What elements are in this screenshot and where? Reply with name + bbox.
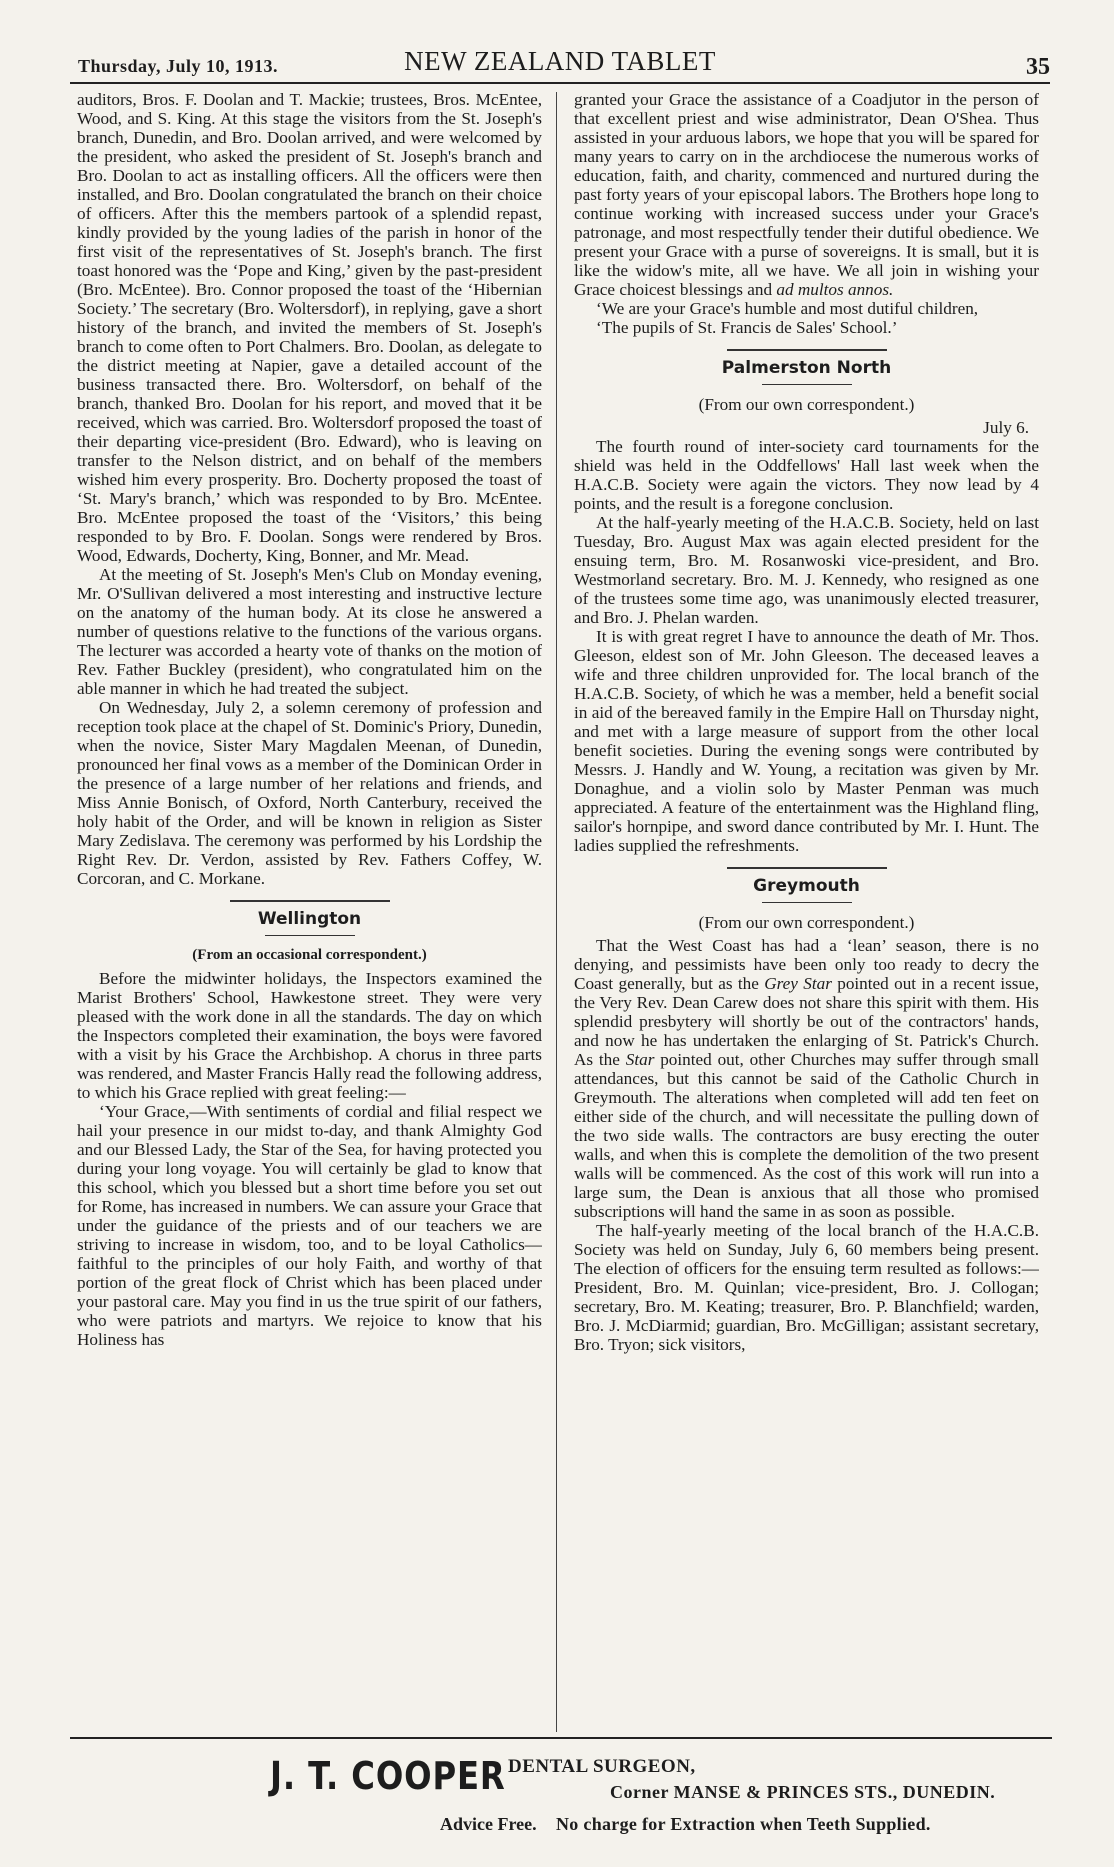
- dateline: July 6.: [983, 418, 1029, 437]
- latin-phrase: ad multos annos.: [776, 280, 894, 299]
- section-rule: [762, 902, 852, 903]
- issue-date: Thursday, July 10, 1913.: [78, 56, 279, 76]
- paragraph: ‘Your Grace,—With sentiments of cordial and filial respect we hail your presence in our midst to-day, and thank Almighty God and our Blessed Lady, the Star of the Sea, for having protected you during your long voyage. You will certainly be glad to know that this school, which you blessed but a short time before you set out for Rome, has increased in numbers. We can assure your Grace that under the guidance of the priests and of our teachers we are striving to increase in wisdom, too, and to be loyal Catholics—faithful to the principles of our holy Faith, and worthy of that portion of the great flock of Christ which has been placed under your pastoral care. May you find in us the true spirit of our fathers, who were patriots and martyrs. We rejoice to know that his Holiness has: [77, 1102, 542, 1349]
- paragraph-text: That the West Coast has had a ‘lean’ season, there is no denying, and pessimists have been only too ready to decry the Coast generally, but as the: [574, 936, 1039, 993]
- section-rule: [727, 867, 887, 869]
- paragraph: [574, 936, 1039, 1221]
- page-number: 35: [1026, 54, 1050, 80]
- signature-line: ‘The pupils of St. Francis de Sales' School.’: [596, 318, 898, 337]
- paragraph: On Wednesday, July 2, a solemn ceremony of profession and reception took place at the chapel of St. Dominic's Priory, Dunedin, when the novice, Sister Mary Magdalen Meenan, of Dunedin, pronounced her final vows as a member of the Dominican Order in the presence of a large number of her relations and friends, and Miss Annie Bonisch, of Oxford, North Canterbury, received the holy habit of the Order, and will be known in religion as Sister Mary Zedislava. The ceremony was performed by his Lordship the Right Rev. Dr. Verdon, assisted by Rev. Fathers Coffey, W. Corcoran, and C. Morkane.: [77, 698, 542, 888]
- right-column: [574, 90, 1039, 1730]
- paragraph-text: pointed out, other Churches may suffer through small attendances, but this cannot be said of the Catholic Church in Greymouth. The alterations when completed will add ten feet on either side of the church, and will necessitate the pulling down of the two side walls. The contractors are busy erecting the outer walls, and when this is complete the demolition of the two present walls will be commenced. As the cost of this work will run into a large sum, the Dean is anxious that all those who promised subscriptions will hand the same in as soon as possible.: [574, 1050, 1039, 1221]
- section-heading-greymouth: Greymouth: [753, 876, 860, 896]
- left-column: [77, 90, 542, 1730]
- advertiser-address: Corner MANSE & PRINCES STS., DUNEDIN.: [610, 1782, 996, 1802]
- paragraph: It is with great regret I have to announce the death of Mr. Thos. Gleeson, eldest son of Mr. John Gleeson. The deceased leaves a wife and three children unprovided for. The local branch of the H.A.C.B. Society, of which he was a member, held a benefit social in aid of the bereaved family in the Empire Hall on Thursday night, and met with a large measure of support from the other local benefit societies. During the evening songs were contributed by Messrs. J. Handly and W. Young, a recitation was given by Mr. Donaghue, and a violin solo by Master Penman was much appreciated. A feature of the entertainment was the Highland fling, sailor's hornpipe, and sword dance contributed by Mr. I. Hunt. The ladies supplied the refreshments.: [574, 627, 1039, 855]
- advertisement-rule: [70, 1737, 1052, 1739]
- extraction-note: No charge for Extraction when Teeth Supplied.: [556, 1814, 931, 1834]
- correspondent-note: (From our own correspondent.): [698, 913, 915, 932]
- paragraph: [574, 90, 1039, 299]
- column-divider: [556, 92, 557, 1732]
- section-rule: [762, 384, 852, 385]
- paragraph: The fourth round of inter-society card tournaments for the shield was held in the Oddfellows' Hall last week when the H.A.C.B. Society were again the victors. They now lead by 4 points, and the result is a foregone conclusion.: [574, 437, 1039, 513]
- section-heading-wellington: Wellington: [257, 909, 362, 929]
- advertiser-name: J. T. COOPER: [270, 1754, 506, 1798]
- paragraph: At the half-yearly meeting of the H.A.C.B. Society, held on last Tuesday, Bro. August Max was again elected president for the ensuing term, Bro. M. Rosanwoski vice-president, and Bro. Westmorland secretary. Bro. M. J. Kennedy, who resigned as one of the trustees some time ago, was unanimously elected treasurer, and Bro. J. Phelan warden.: [574, 513, 1039, 627]
- section-rule: [727, 349, 887, 351]
- paragraph: Before the midwinter holidays, the Inspectors examined the Marist Brothers' School, Hawkestone street. They were very pleased with the work done in all the standards. The day on which the Inspectors completed their examination, the boys were favored with a visit by his Grace the Archbishop. A chorus in three parts was rendered, and Master Francis Hally read the following address, to which his Grace replied with great feeling:—: [77, 969, 542, 1102]
- section-rule: [230, 900, 390, 902]
- newspaper-name: Star: [625, 1050, 655, 1069]
- masthead: [70, 44, 1050, 84]
- correspondent-note: (From our own correspondent.): [698, 395, 915, 414]
- paragraph: ‘We are your Grace's humble and most dutiful children,: [596, 299, 979, 318]
- newspaper-title: NEW ZEALAND TABLET: [404, 46, 716, 76]
- advertisement: [70, 1742, 1052, 1852]
- section-rule: [265, 935, 355, 936]
- paragraph-text: pointed out in a recent issue, the Very Rev. Dean Carew does not share this spirit with them. His splendid presbytery will shortly be out of the contractors' hands, and now he has undertaken the enlarging of St. Patrick's Church. As the: [574, 974, 1039, 1069]
- newspaper-name: Grey Star: [764, 974, 832, 993]
- paragraph: The half-yearly meeting of the local branch of the H.A.C.B. Society was held on Sunday, July 6, 60 members being present. The election of officers for the ensuing term resulted as follows:—President, Bro. M. Quinlan; vice-president, Bro. J. Collogan; secretary, Bro. M. Keating; treasurer, Bro. P. Blanchfield; warden, Bro. J. McDiarmid; guardian, Bro. McGilligan; assistant secretary, Bro. Tryon; sick visitors,: [574, 1221, 1039, 1354]
- header-rule: [70, 82, 1050, 84]
- correspondent-note: (From an occasional correspondent.): [192, 947, 427, 963]
- paragraph: auditors, Bros. F. Doolan and T. Mackie; trustees, Bros. McEntee, Wood, and S. King. At this stage the visitors from the St. Joseph's branch, Dunedin, and Bro. Doolan arrived, and were welcomed by the president, who asked the president of St. Joseph's branch and Bro. Doolan to act as installing officers. All the officers were then installed, and Bro. Doolan congratulated the branch on their choice of officers. After this the members partook of a splendid repast, kindly provided by the young ladies of the parish in honor of the first visit of the representatives of St. Joseph's branch. The first toast honored was the ‘Pope and King,’ given by the past-president (Bro. McEntee). Bro. Connor proposed the toast of the ‘Hibernian Society.’ The secretary (Bro. Woltersdorf), in replying, gave a short history of the branch, and invited the members of St. Joseph's branch to come often to Port Chalmers. Bro. Doolan, as delegate to the district meeting at Napier, gave a detailed account of the business transacted there. Bro. Woltersdorf, on behalf of the branch, thanked Bro. Doolan for his report, and moved that it be received, which was carried. Bro. Woltersdorf proposed the toast of their departing vice-president (Bro. Edward), who is leaving on transfer to the Nelson district, and on behalf of the members wished him every prosperity. Bro. Docherty proposed the toast of ‘St. Mary's branch,’ which was responded to by Bro. McEntee. Bro. McEntee proposed the toast of the ‘Visitors,’ this being responded to by Bro. F. Doolan. Songs were rendered by Bros. Wood, Edwards, Docherty, King, Bonner, and Mr. Mead.: [77, 90, 542, 565]
- section-heading-palmerston-north: Palmerston North: [721, 358, 892, 378]
- paragraph-text: granted your Grace the assistance of a Coadjutor in the person of that excellent priest and wise administrator, Dean O'Shea. Thus assisted in your arduous labors, we hope that you will be spared for many years to carry on in the archdiocese the numerous works of education, faith, and charity, commenced and nurtured during the past forty years of your episcopal labors. The Brothers hope long to continue working with increased success under your Grace's patronage, and most respectfully tender their dutiful obedience. We present your Grace with a purse of sovereigns. It is small, but it is like the widow's mite, all we have. We all join in wishing your Grace choicest blessings and: [574, 90, 1039, 299]
- advertiser-profession: DENTAL SURGEON,: [508, 1756, 696, 1777]
- advice-note: Advice Free.: [440, 1814, 537, 1834]
- paragraph: At the meeting of St. Joseph's Men's Club on Monday evening, Mr. O'Sullivan delivered a most interesting and instructive lecture on the anatomy of the human body. At its close he answered a number of questions relative to the functions of the various organs. The lecturer was accorded a hearty vote of thanks on the motion of Rev. Father Buckley (president), who congratulated him on the able manner in which he had treated the subject.: [77, 565, 542, 698]
